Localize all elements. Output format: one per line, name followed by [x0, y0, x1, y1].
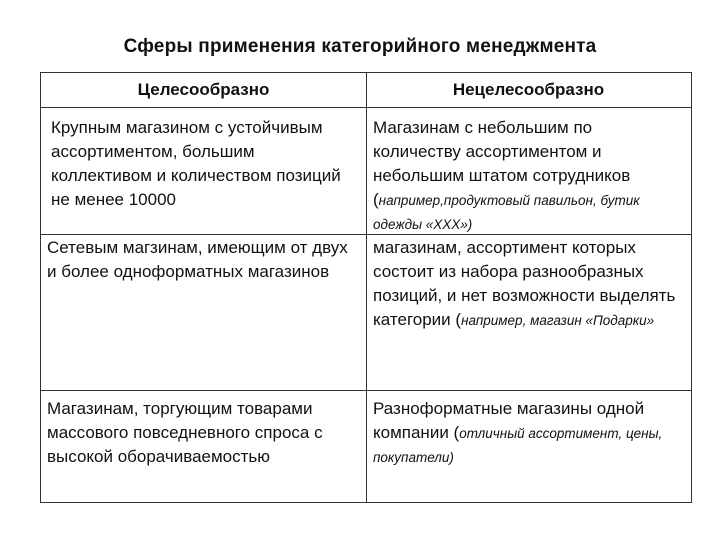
- table-row: [41, 390, 691, 502]
- cell-main-text: магазинам, ассортимент которых состоит из набора разнообразных позиций, и нет возможности выделять категории (: [373, 238, 676, 329]
- header-appropriate: Целесообразно: [41, 73, 367, 107]
- comparison-table: [40, 72, 692, 503]
- cell-inappropriate: [367, 235, 690, 390]
- cell-appropriate: Сетевым магзинам, имеющим от двух и более одноформатных магазинов: [41, 235, 367, 390]
- cell-inappropriate: [367, 391, 690, 502]
- cell-note: например, магазин «Подарки»: [461, 313, 655, 328]
- table-header-row: [41, 73, 691, 107]
- cell-appropriate: Магазинам, торгующим товарами массового повседневного спроса с высокой оборачиваемостью: [41, 391, 367, 502]
- cell-inappropriate: [367, 108, 690, 234]
- cell-main-text: Разноформатные магазины одной компании (: [373, 399, 645, 442]
- table-row: [41, 107, 691, 234]
- table-row: [41, 234, 691, 390]
- cell-appropriate: Крупным магазином с устойчивым ассортиментом, большим коллективом и количеством позиций не менее 10000: [41, 108, 367, 234]
- header-inappropriate: Нецелесообразно: [452, 80, 605, 99]
- page-title: Сферы применения категорийного менеджмента: [123, 36, 597, 57]
- cell-note: например,продуктовый павильон, бутик одежды «ХХХ»): [373, 193, 640, 232]
- cell-note: отличный ассортимент, цены, покупатели): [373, 426, 663, 465]
- cell-main-text: Магазинам с небольшим по количеству ассортиментом и небольшим штатом сотрудников (: [373, 118, 631, 209]
